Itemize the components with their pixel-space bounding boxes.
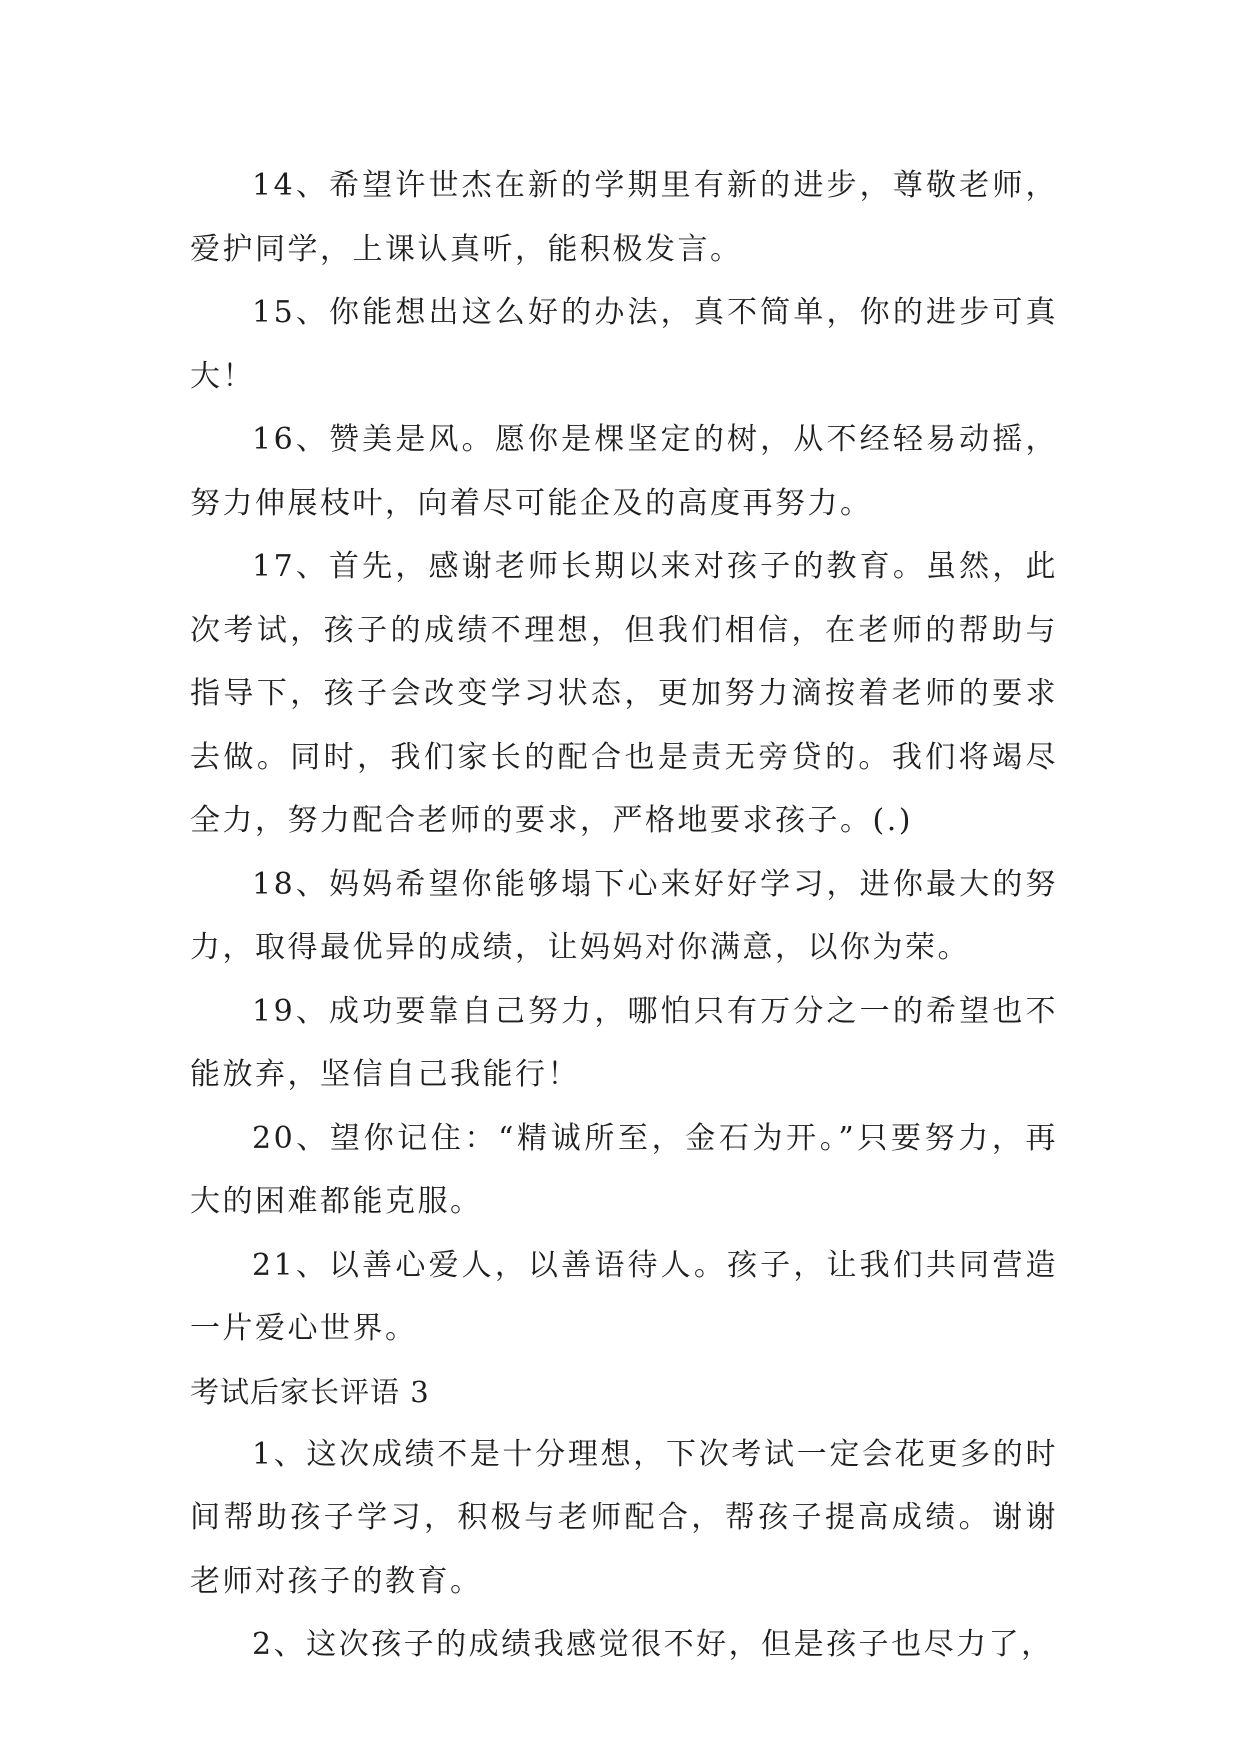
paragraph-16: 16、赞美是风。愿你是棵坚定的树，从不经轻易动摇，努力伸展枝叶，向着尽可能企及的高度再努力。 xyxy=(190,422,1058,521)
paragraph-21: 21、以善心爱人，以善语待人。孩子，让我们共同营造一片爱心世界。 xyxy=(190,1247,1058,1346)
paragraph-17: 17、首先，感谢老师长期以来对孩子的教育。虽然，此次考试，孩子的成绩不理想，但我们相信，在老师的帮助与指导下，孩子会改变学习状态，更加努力滴按着老师的要求去做。同时，我们家长的配合也是责无旁贷的。我们将竭尽全力，努力配合老师的要求，严格地要求孩子。(.) xyxy=(190,549,1058,838)
paragraph-15: 15、你能想出这么好的办法，真不简单，你的进步可真大！ xyxy=(190,295,1058,394)
section-heading: 考试后家长评语 3 xyxy=(190,1374,430,1409)
section-paragraph-2: 2、这次孩子的成绩我感觉很不好，但是孩子也尽力了， xyxy=(252,1627,1054,1662)
document-body xyxy=(190,154,1058,1677)
paragraph-18: 18、妈妈希望你能够塌下心来好好学习，进你最大的努力，取得最优异的成绩，让妈妈对你满意，以你为荣。 xyxy=(190,866,1058,965)
paragraph-20: 20、望你记住：“精诚所至，金石为开。”只要努力，再大的困难都能克服。 xyxy=(190,1120,1058,1219)
section-paragraph-1: 1、这次成绩不是十分理想，下次考试一定会花更多的时间帮助孩子学习，积极与老师配合，帮孩子提高成绩。谢谢老师对孩子的教育。 xyxy=(190,1436,1058,1599)
paragraph-19: 19、成功要靠自己努力，哪怕只有万分之一的希望也不能放弃，坚信自己我能行！ xyxy=(190,993,1058,1092)
paragraph-14: 14、希望许世杰在新的学期里有新的进步，尊敬老师，爱护同学，上课认真听，能积极发言。 xyxy=(190,168,1058,267)
